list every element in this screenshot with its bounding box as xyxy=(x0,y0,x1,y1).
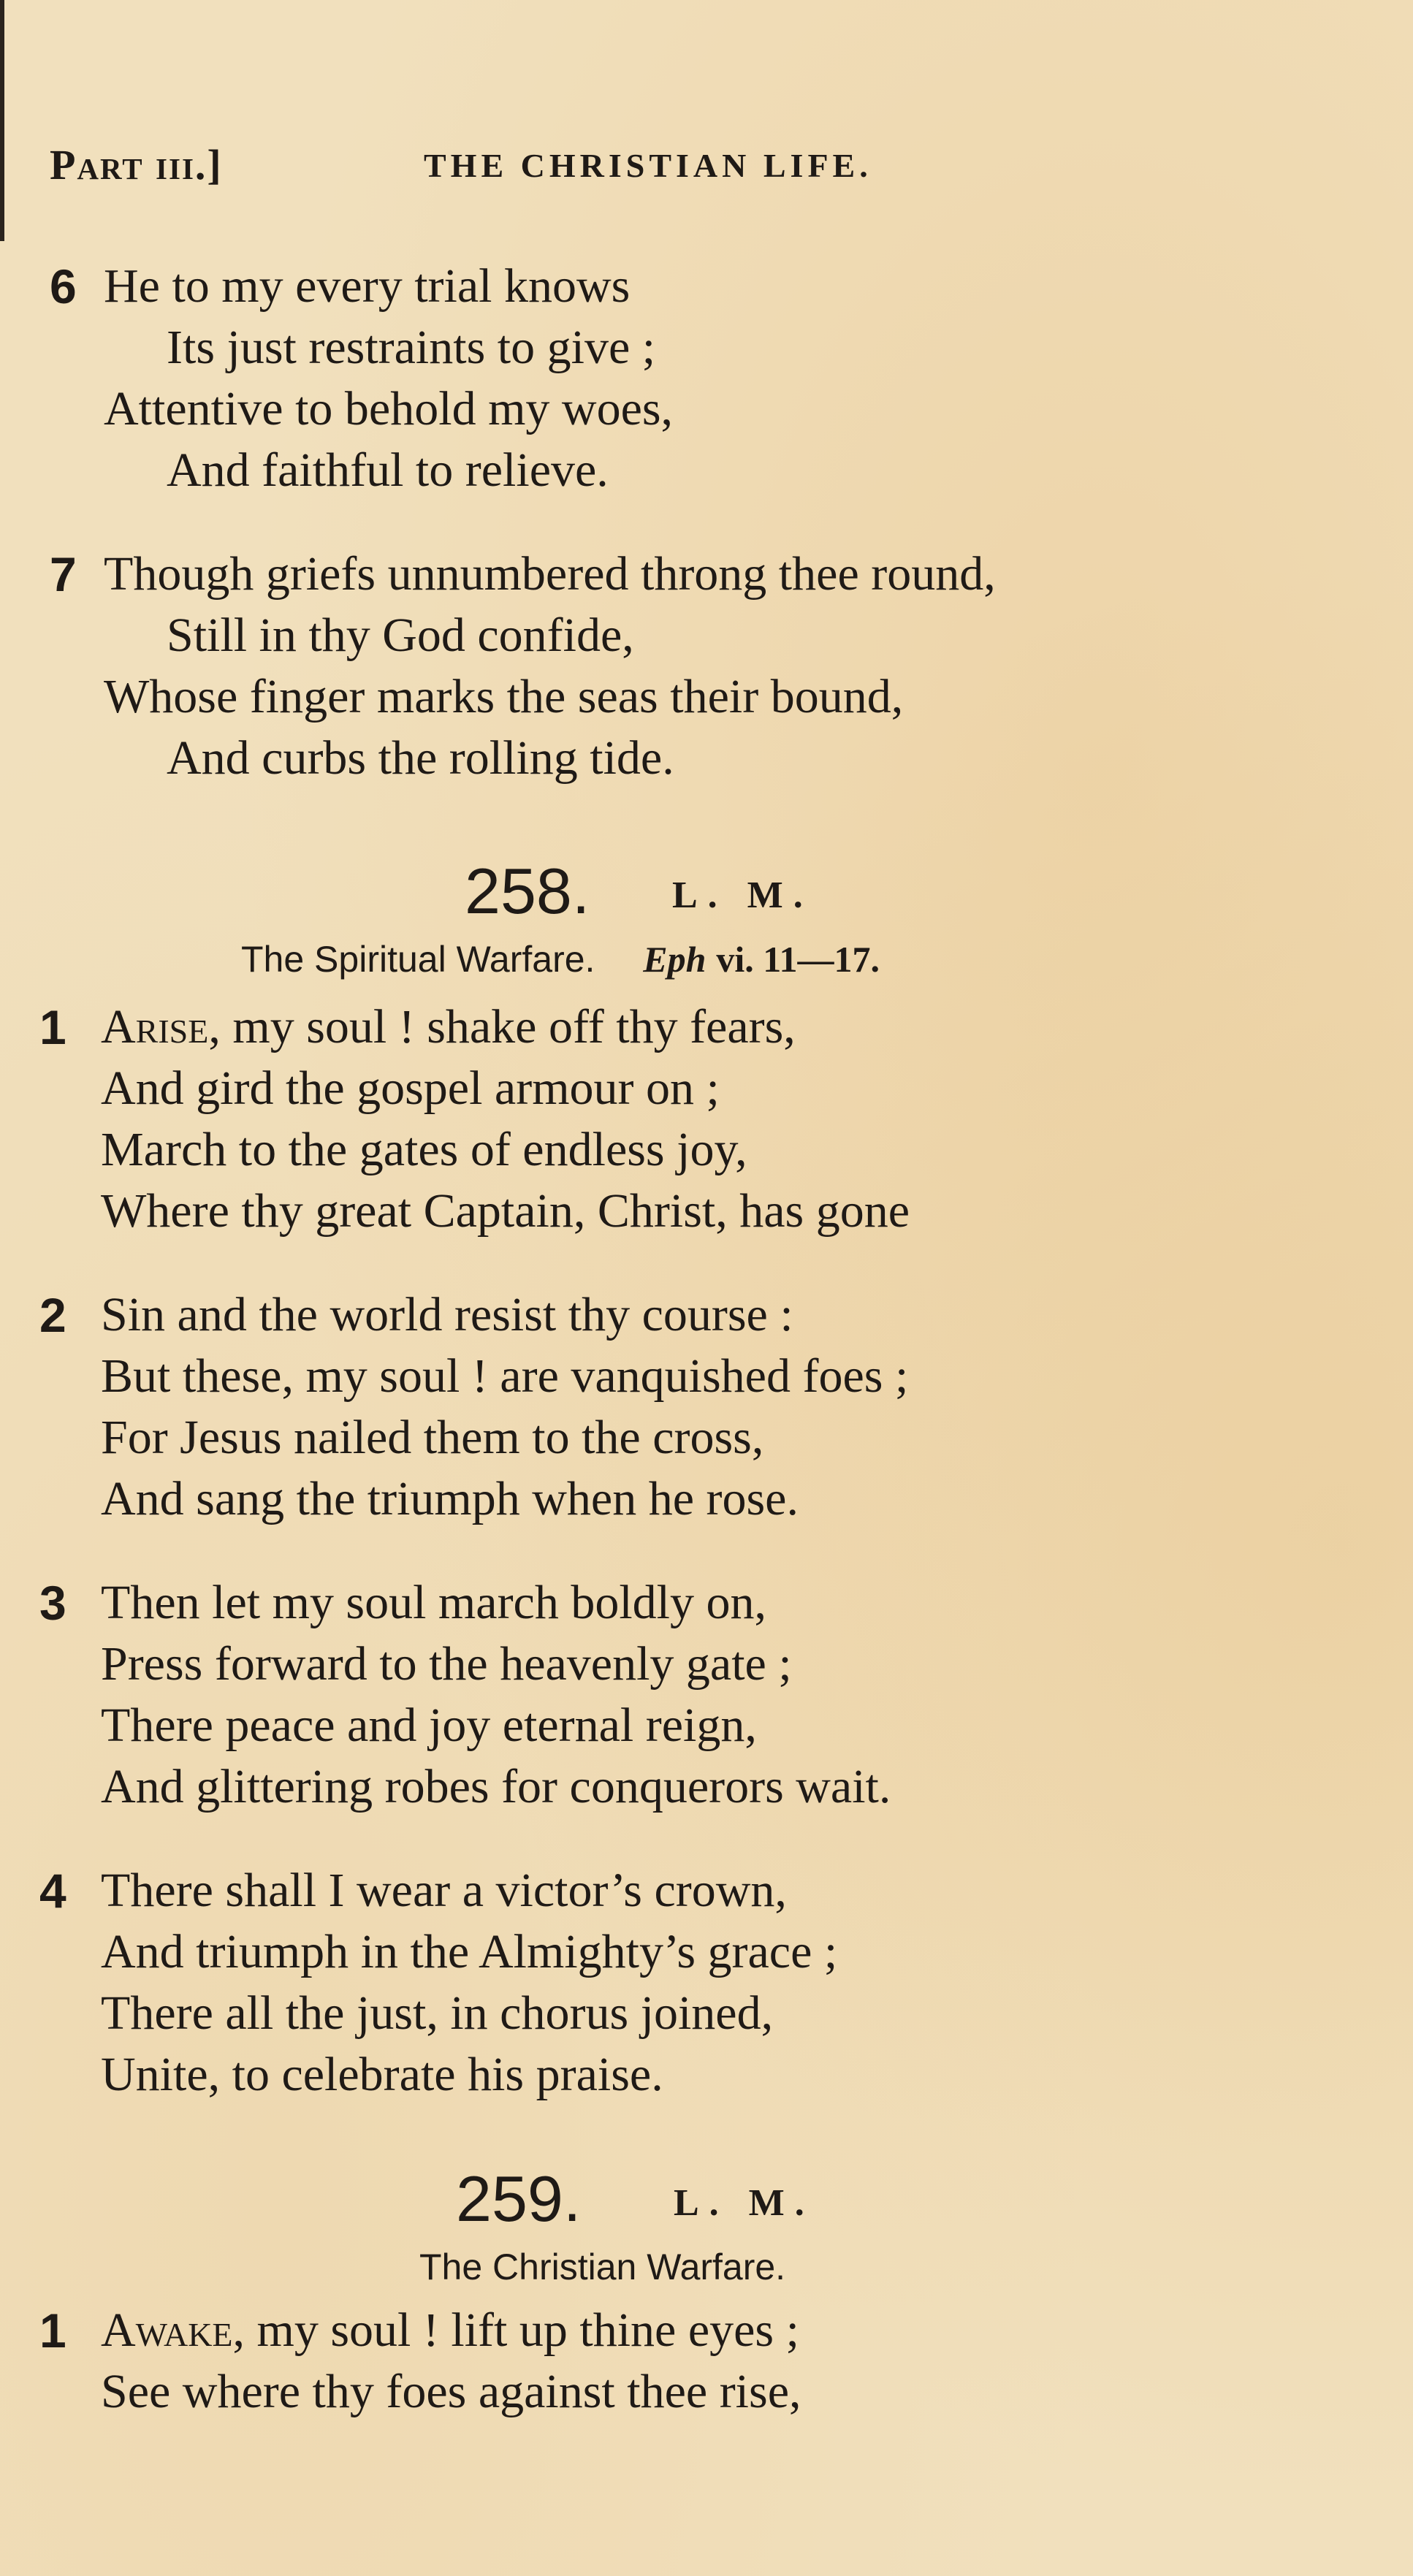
stanza-number: 1 xyxy=(39,2303,66,2358)
verse-line: Unite, to celebrate his praise. xyxy=(101,2048,663,2101)
stanza-number: 6 xyxy=(50,259,77,313)
running-head-title: THE CHRISTIAN LIFE. xyxy=(424,147,872,184)
running-head-part: Part iii.] xyxy=(50,141,223,188)
verse-line: And sang the triumph when he rose. xyxy=(101,1472,799,1525)
hymn-title-line xyxy=(241,938,880,980)
first-line-rest: my soul ! lift up thine eyes ; xyxy=(245,2303,799,2357)
verse-line: There peace and joy eternal reign, xyxy=(101,1699,757,1752)
verse-line: There all the just, in chorus joined, xyxy=(101,1986,774,2040)
verse-line: And curbs the rolling tide. xyxy=(167,731,674,785)
scripture-book: Eph xyxy=(643,939,706,980)
hymn-number: 259. xyxy=(456,2162,582,2235)
page-edge-shadow xyxy=(0,0,4,241)
first-word: Awake, xyxy=(101,2303,245,2357)
verse-line: Where thy great Captain, Christ, has gone xyxy=(101,1184,910,1238)
verse-line: Still in thy God confide, xyxy=(167,609,634,662)
verse-line: But these, my soul ! are vanquished foes ; xyxy=(101,1349,909,1403)
verse-line: See where thy foes against thee rise, xyxy=(101,2365,801,2418)
first-line-rest: my soul ! shake off thy fears, xyxy=(220,1000,796,1053)
verse-line: And triumph in the Almighty’s grace ; xyxy=(101,1925,838,1978)
first-word: Arise, xyxy=(101,1000,221,1053)
verse-line: And glittering robes for conquerors wait. xyxy=(101,1760,891,1813)
verse-line: Attentive to behold my woes, xyxy=(104,382,674,435)
verse-line-first xyxy=(101,2301,799,2360)
hymn-title: The Spiritual Warfare. xyxy=(241,939,595,980)
verse-line: For Jesus nailed them to the cross, xyxy=(101,1411,764,1464)
stanza-number: 2 xyxy=(39,1288,66,1342)
stanza-number: 4 xyxy=(39,1864,66,1918)
stanza-number: 1 xyxy=(39,1000,66,1054)
verse-line: And faithful to relieve. xyxy=(167,443,609,497)
verse-line: Its just restraints to give ; xyxy=(167,321,656,374)
verse-line-first xyxy=(101,998,796,1056)
verse-line: Press forward to the heavenly gate ; xyxy=(101,1637,792,1691)
verse-line: Then let my soul march boldly on, xyxy=(101,1576,767,1629)
hymn-number: 258. xyxy=(465,855,590,927)
hymn-meter: L. M. xyxy=(674,2182,815,2224)
verse-line: Whose finger marks the seas their bound, xyxy=(104,670,904,723)
verse-line: March to the gates of endless joy, xyxy=(101,1123,747,1176)
verse-line: And gird the gospel armour on ; xyxy=(101,1062,720,1115)
verse-line: Sin and the world resist thy course : xyxy=(101,1288,793,1341)
verse-line: He to my every trial knows xyxy=(104,259,631,313)
stanza-number: 7 xyxy=(50,547,77,601)
scripture-reference: vi. 11—17. xyxy=(716,939,880,980)
hymn-title: The Christian Warfare. xyxy=(419,2247,786,2287)
verse-line: There shall I wear a victor’s crown, xyxy=(101,1864,787,1917)
verse-line: Though griefs unnumbered throng thee round, xyxy=(104,547,996,601)
hymn-meter: L. M. xyxy=(672,874,813,916)
stanza-number: 3 xyxy=(39,1576,66,1630)
running-head xyxy=(50,140,872,189)
